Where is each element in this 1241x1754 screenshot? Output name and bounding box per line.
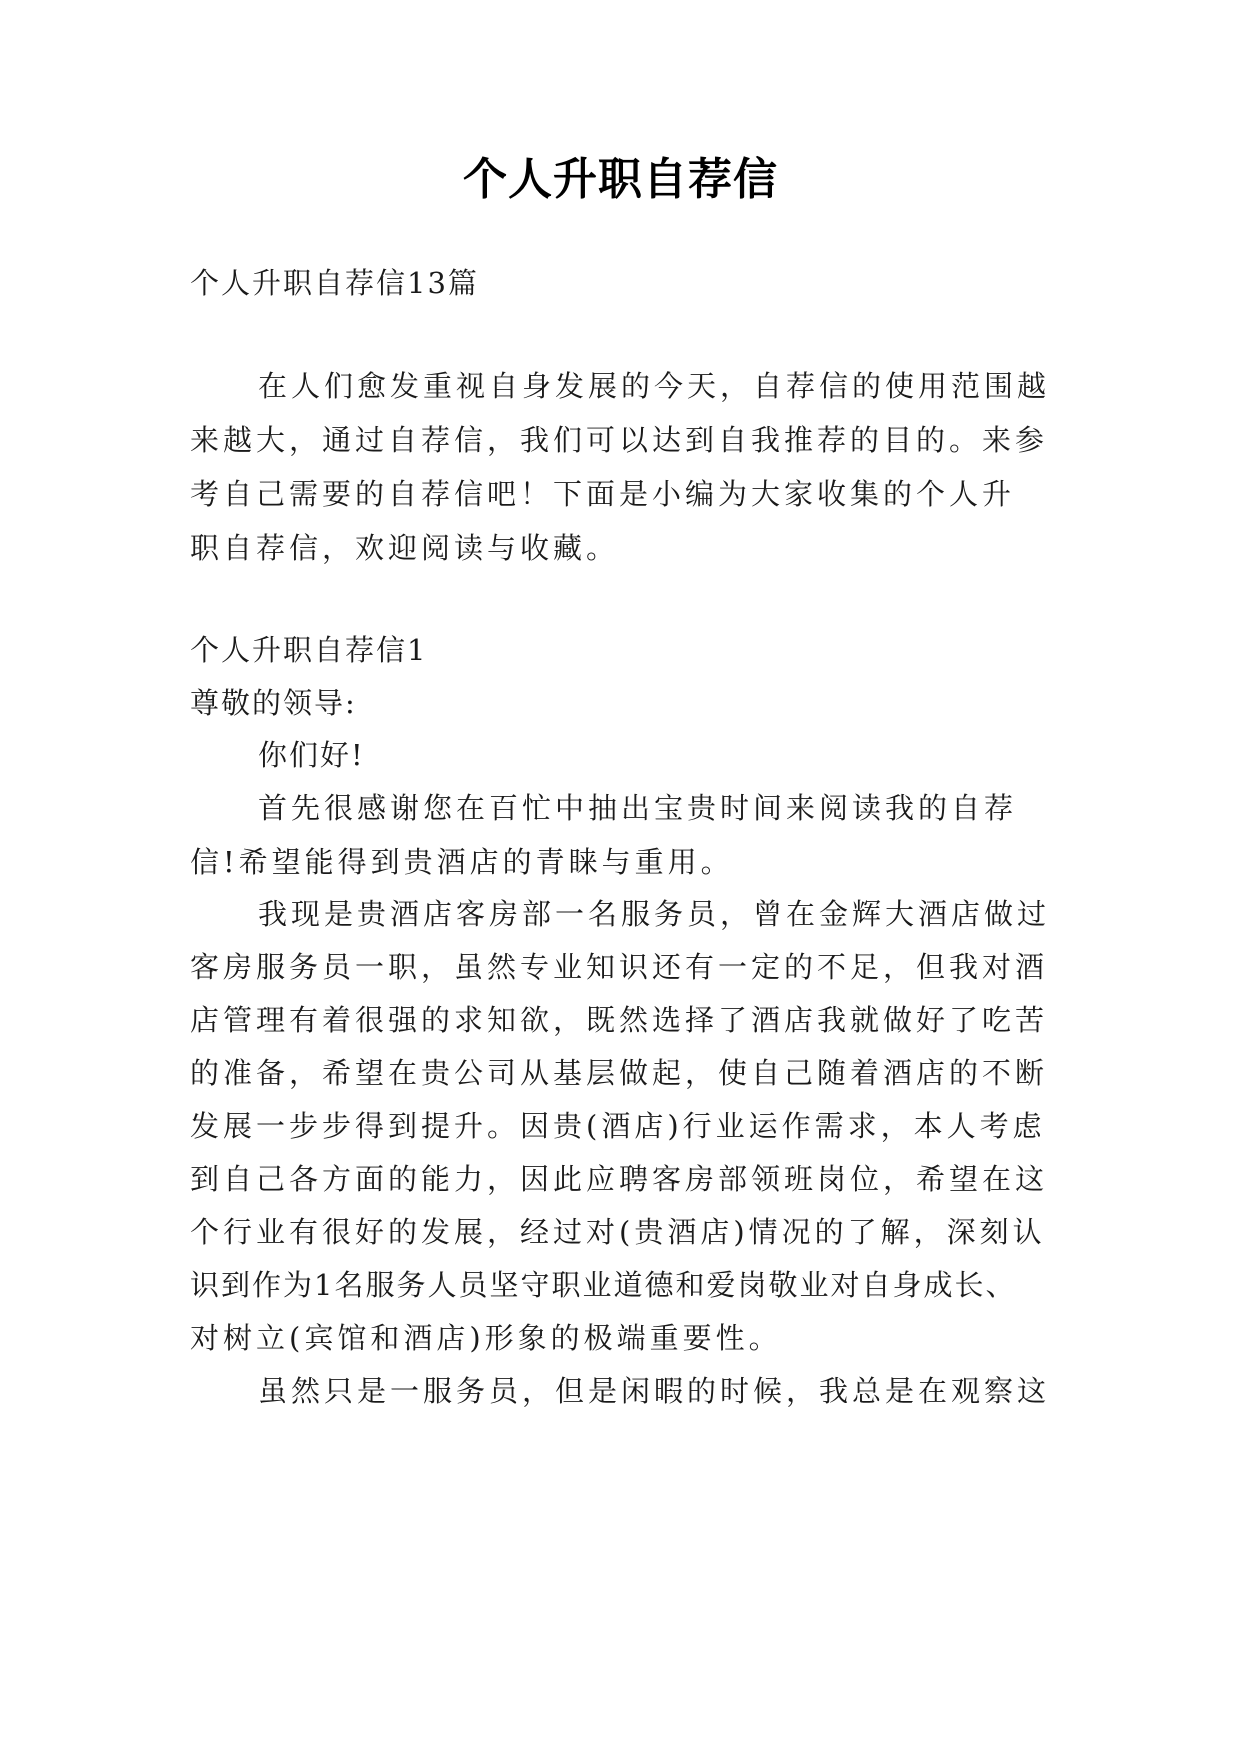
intro-line-3: 考自己需要的自荐信吧！下面是小编为大家收集的个人升	[190, 477, 1016, 511]
paragraph-3-line-1: 虽然只是一服务员，但是闲暇的时候，我总是在观察这	[258, 1374, 1051, 1408]
letter-salutation: 尊敬的领导:	[190, 686, 357, 720]
paragraph-2-line-8: 识到作为1名服务人员坚守职业道德和爱岗敬业对自身成长、	[190, 1268, 1017, 1302]
paragraph-2-line-3: 店管理有着很强的求知欲，既然选择了酒店我就做好了吃苦	[190, 1003, 1049, 1037]
paragraph-2-line-6: 到自己各方面的能力，因此应聘客房部领班岗位，希望在这	[190, 1162, 1049, 1196]
paragraph-2-line-9: 对树立(宾馆和酒店)形象的极端重要性。	[190, 1321, 782, 1355]
page-title: 个人升职自荐信	[463, 154, 778, 205]
paragraph-1-line-2: 信!希望能得到贵酒店的青睐与重用。	[190, 845, 734, 879]
document-subtitle: 个人升职自荐信13篇	[190, 266, 479, 300]
paragraph-2-line-1: 我现是贵酒店客房部一名服务员，曾在金辉大酒店做过	[258, 897, 1051, 931]
letter-greeting: 你们好!	[258, 738, 365, 772]
intro-line-4: 职自荐信，欢迎阅读与收藏。	[190, 531, 620, 565]
paragraph-1-line-1: 首先很感谢您在百忙中抽出宝贵时间来阅读我的自荐	[258, 791, 1018, 825]
paragraph-2-line-4: 的准备，希望在贵公司从基层做起，使自己随着酒店的不断	[190, 1056, 1049, 1090]
intro-line-2: 来越大，通过自荐信，我们可以达到自我推荐的目的。来参	[190, 423, 1049, 457]
intro-line-1: 在人们愈发重视自身发展的今天，自荐信的使用范围越	[258, 369, 1051, 403]
paragraph-2-line-7: 个行业有很好的发展，经过对(贵酒店)情况的了解，深刻认	[190, 1215, 1046, 1249]
paragraph-2-line-2: 客房服务员一职，虽然专业知识还有一定的不足，但我对酒	[190, 950, 1049, 984]
paragraph-2-line-5: 发展一步步得到提升。因贵(酒店)行业运作需求，本人考虑	[190, 1109, 1046, 1143]
letter-heading: 个人升职自荐信1	[190, 633, 428, 667]
